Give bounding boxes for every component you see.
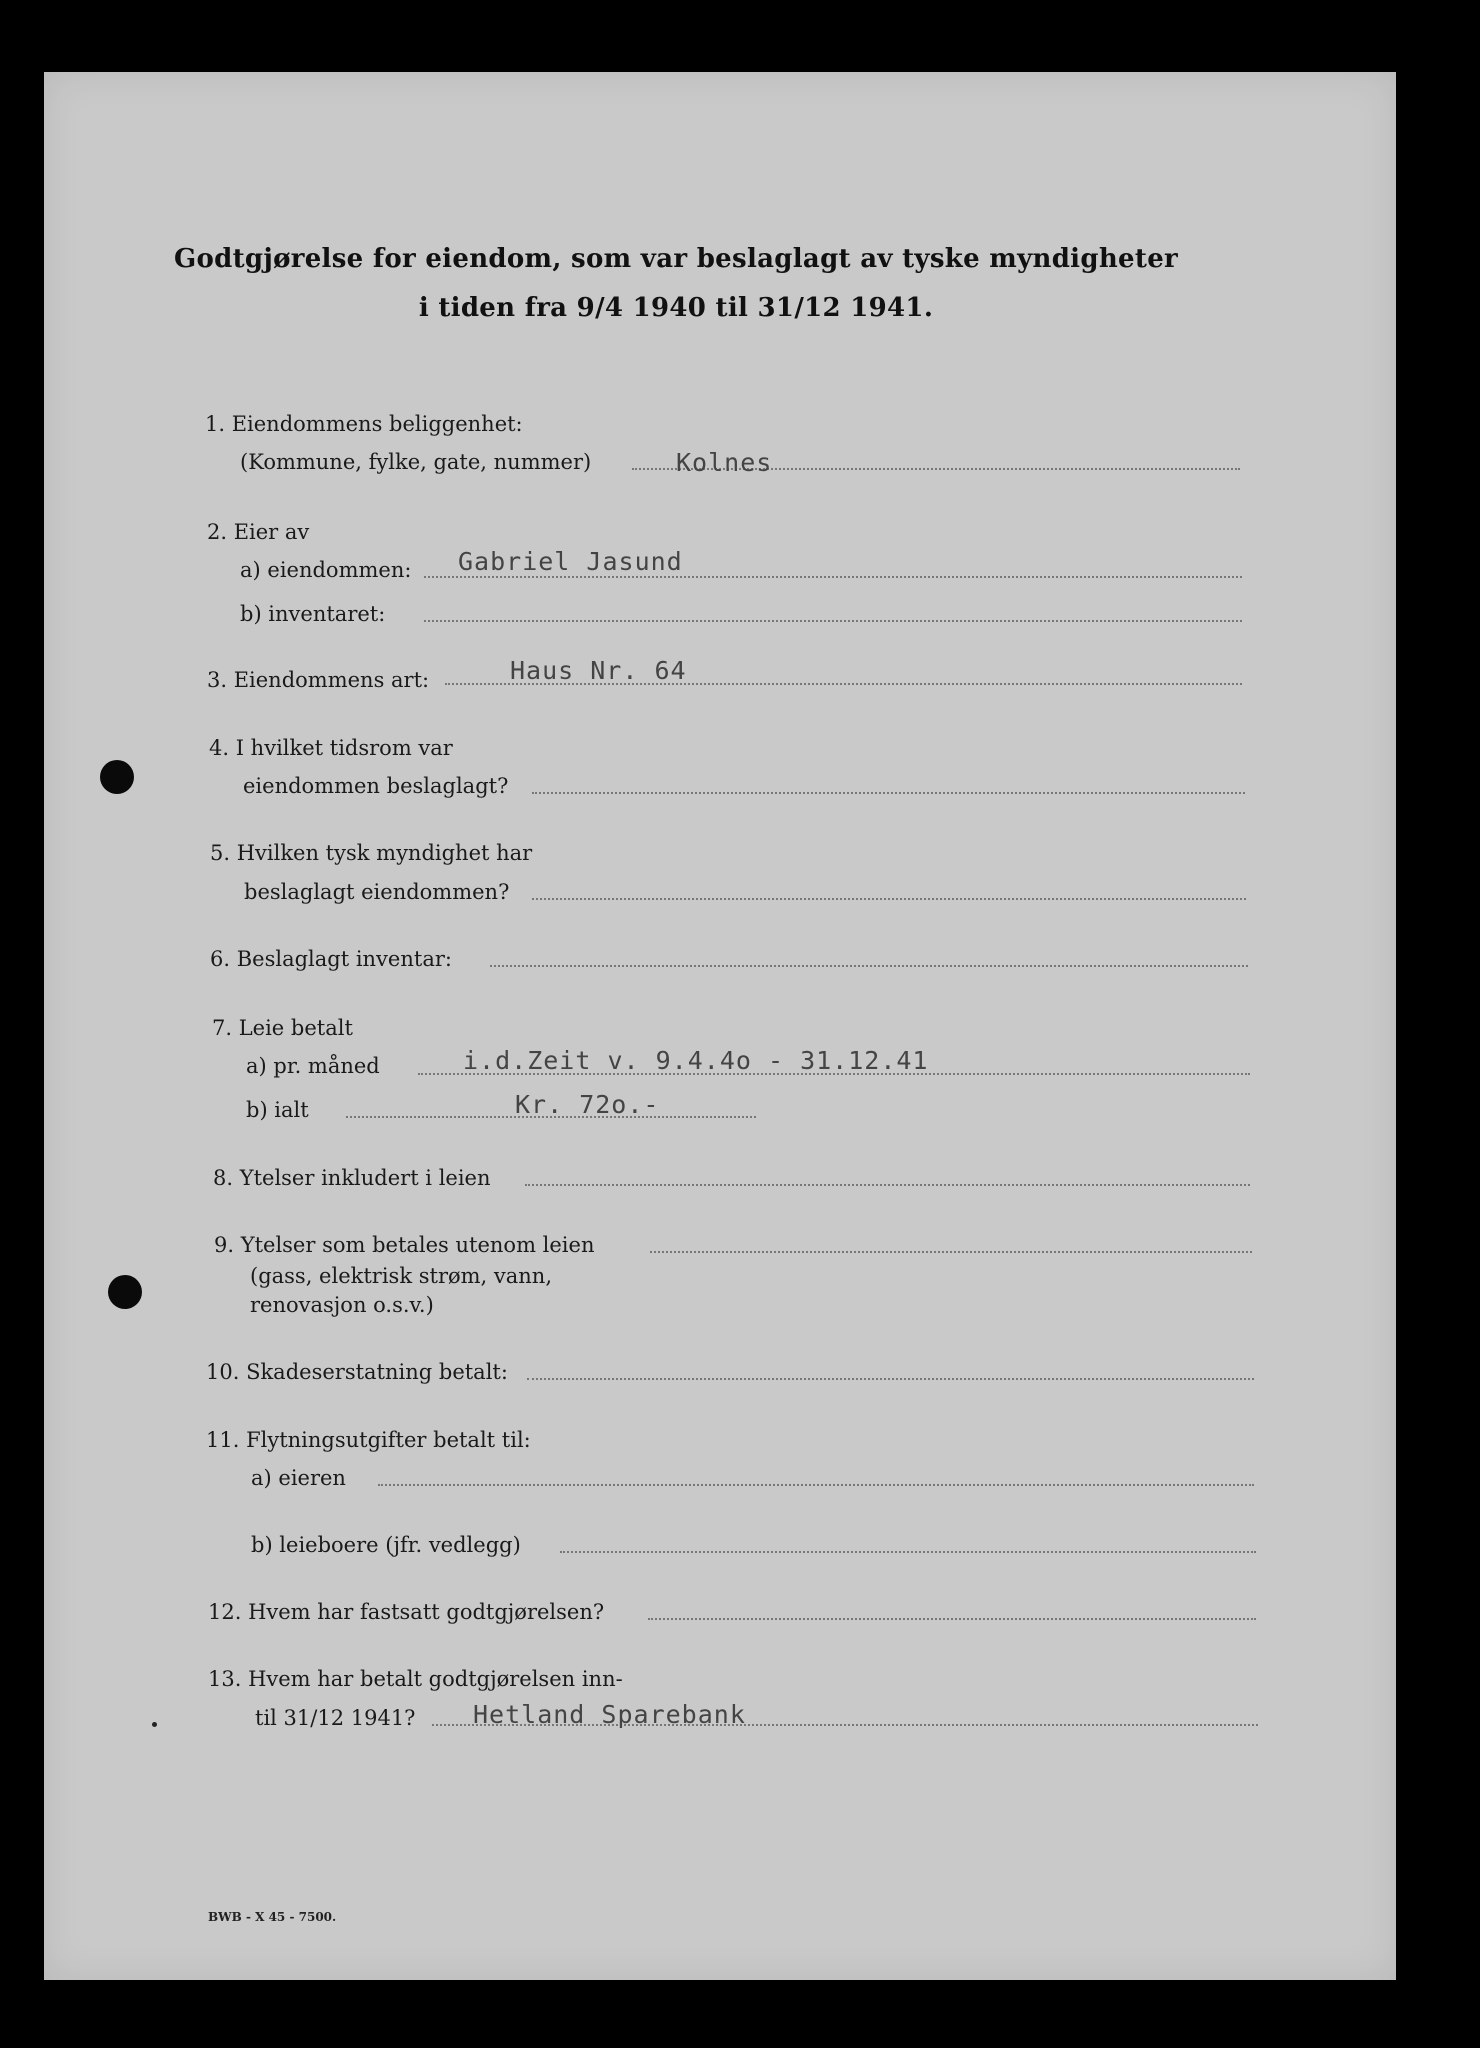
item-1-answer: Kolnes — [676, 448, 773, 477]
item-10-label: 10. Skadeserstatning betalt: — [206, 1360, 508, 1384]
item-2a-label: a) eiendommen: — [240, 558, 412, 582]
item-5-label: 5. Hvilken tysk myndighet har — [210, 841, 533, 865]
item-11b-label: b) leieboere (jfr. vedlegg) — [251, 1533, 521, 1557]
item-8-label: 8. Ytelser inkludert i leien — [213, 1166, 491, 1190]
item-7a-label: a) pr. måned — [246, 1054, 380, 1078]
item-5-answer-line — [532, 898, 1246, 900]
item-9-label: 9. Ytelser som betales utenom leien — [214, 1233, 595, 1257]
item-12-answer-line — [648, 1618, 1256, 1620]
item-2a-answer-line — [424, 576, 1242, 578]
item-13-label: 13. Hvem har betalt godtgjørelsen inn- — [208, 1667, 623, 1691]
punch-hole-lower — [108, 1275, 142, 1309]
item-2-label: 2. Eier av — [207, 520, 310, 544]
item-13-sublabel: til 31/12 1941? — [255, 1706, 416, 1730]
item-2b-answer-line — [424, 620, 1242, 622]
item-7a-answer: i.d.Zeit v. 9.4.4o - 31.12.41 — [463, 1046, 929, 1075]
item-4-sublabel: eiendommen beslaglagt? — [243, 774, 509, 798]
item-9-answer-line — [650, 1251, 1252, 1253]
item-7-label: 7. Leie betalt — [212, 1016, 353, 1040]
item-7b-answer: Kr. 72o.- — [515, 1090, 660, 1119]
form-title-line1: Godtgjørelse for eiendom, som var beslaglagt av tyske myndigheter — [173, 244, 1179, 274]
item-6-answer-line — [490, 965, 1248, 967]
item-1-label: 1. Eiendommens beliggenhet: — [205, 412, 523, 436]
item-2a-answer: Gabriel Jasund — [458, 547, 683, 576]
item-3-label: 3. Eiendommens art: — [207, 668, 430, 692]
punch-hole-upper — [100, 760, 134, 794]
item-11a-answer-line — [378, 1484, 1254, 1486]
item-11-label: 11. Flytningsutgifter betalt til: — [206, 1428, 531, 1452]
item-9-sublabel-2: renovasjon o.s.v.) — [250, 1293, 434, 1317]
form-title-line2: i tiden fra 9/4 1940 til 31/12 1941. — [418, 293, 934, 323]
item-7b-label: b) ialt — [246, 1098, 309, 1122]
item-3-answer: Haus Nr. 64 — [510, 656, 687, 685]
form-printer-code: BWB - X 45 - 7500. — [208, 1910, 337, 1924]
item-4-label: 4. I hvilket tidsrom var — [209, 736, 453, 760]
item-11b-answer-line — [560, 1551, 1256, 1553]
item-5-sublabel: beslaglagt eiendommen? — [244, 880, 510, 904]
item-1-sublabel: (Kommune, fylke, gate, nummer) — [240, 450, 592, 474]
item-11a-label: a) eieren — [251, 1466, 346, 1490]
item-10-answer-line — [527, 1378, 1254, 1380]
item-2b-label: b) inventaret: — [240, 602, 386, 626]
item-12-label: 12. Hvem har fastsatt godtgjørelsen? — [208, 1600, 605, 1624]
item-4-answer-line — [532, 792, 1245, 794]
item-8-answer-line — [525, 1184, 1250, 1186]
item-9-sublabel-1: (gass, elektrisk strøm, vann, — [250, 1264, 552, 1288]
ink-speck — [152, 1722, 157, 1727]
item-13-answer: Hetland Sparebank — [473, 1700, 746, 1729]
item-6-label: 6. Beslaglagt inventar: — [210, 947, 452, 971]
